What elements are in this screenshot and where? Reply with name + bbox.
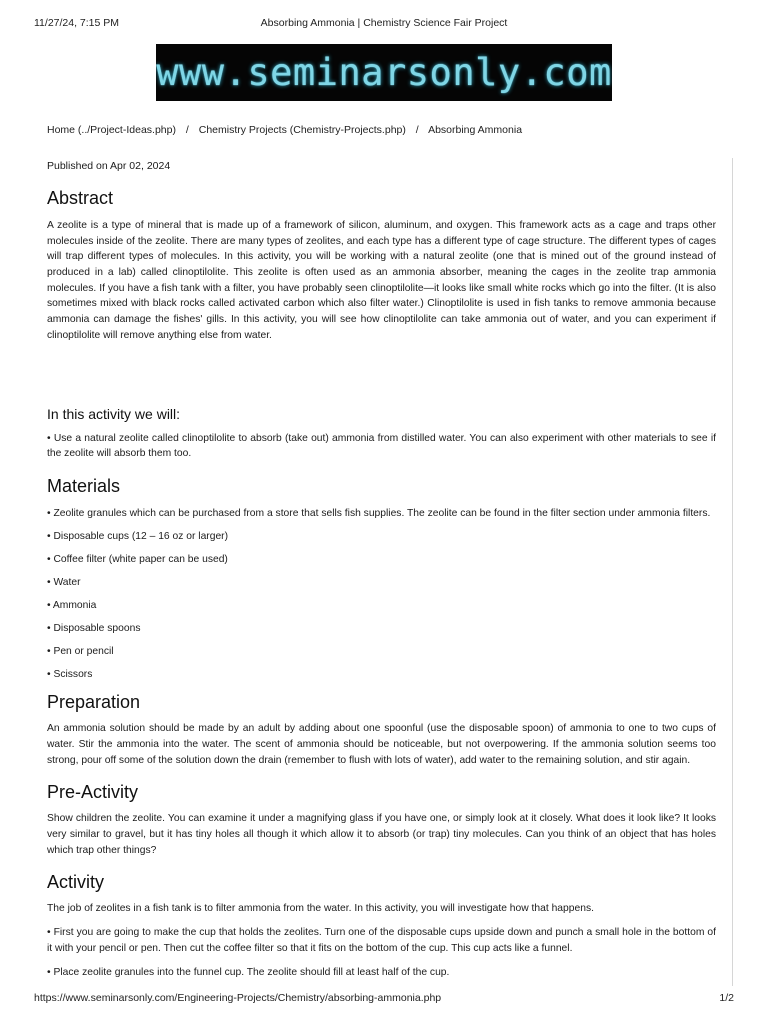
list-item: • Coffee filter (white paper can be used) [47,553,228,565]
print-date: 11/27/24, 7:15 PM [34,17,120,29]
breadcrumb-separator: / [185,124,189,136]
page-number: 1/2 [719,992,734,1004]
materials-heading: Materials [47,475,121,496]
breadcrumb-current-page: Absorbing Ammonia [428,124,523,136]
breadcrumb-chemistry-link[interactable]: Chemistry Projects (Chemistry-Projects.php) [198,124,406,136]
article-content [47,160,716,980]
pre-activity-heading: Pre-Activity [47,781,139,802]
list-item: • Pen or pencil [47,645,114,657]
activity-intro: The job of zeolites in a fish tank is to filter ammonia from the water. In this activity, you will investigate how that happens. [47,903,594,915]
breadcrumb-home-link[interactable]: Home (../Project-Ideas.php) [47,124,176,136]
list-item: • Disposable spoons [47,622,141,634]
list-item: • Ammonia [47,599,97,611]
pre-activity-body: Show children the zeolite. You can examine it under a magnifying glass if you have one, or simply look at it closely. What does it look like? It looks very similar to gravel, but it has tiny holes all though it which allow it to absorb (or trap) tiny molecules. Can you think of an object that has holes which trap other things? [47,813,716,856]
site-banner-logo[interactable] [156,44,612,101]
list-item: • Zeolite granules which can be purchased from a store that sells fish supplies. The zeolite can be found in the filter section under ammonia filters. [47,507,711,519]
materials-list [47,506,716,683]
banner-text: www.seminarsonly.com [156,51,612,94]
list-item: • Disposable cups (12 – 16 oz or larger) [47,530,229,542]
activity-goal-heading: In this activity we will: [47,405,181,422]
activity-goal-body: • Use a natural zeolite called clinoptilolite to absorb (take out) ammonia from distilled water. You can also experiment with other materials to see if the zeolite will absorb them too. [47,432,716,460]
breadcrumb [47,124,522,136]
abstract-body: A zeolite is a type of mineral that is made up of a framework of silicon, aluminum, and oxygen. This framework acts as a cage and traps other molecules inside of the zeolite. There are many types of zeolites, and each type has a different type of cage structure. The different types of cages will trap different types of molecules. In this activity, you will be working with a natural zeolite (one that is mined out of the ground instead of produced in a lab) called clinoptilolite. This zeolite is often used as an ammonia absorber, meaning the cages in the zeolite trap ammonia molecules. If you have a fish tank with a filter, you have probably seen clinoptilolite—it looks like small white rocks which go into the filter. (It is also sometimes mixed with black rocks called activated carbon which also filter water.) Clinoptilolite is used in fish tanks to remove ammonia because ammonia can damage the fishes' gills. In this activity, you will see how clinoptilolite can take ammonia out of water, and you can experiment if clinoptilolite will remove anything else from water. [47,219,716,341]
breadcrumb-separator: / [415,124,419,136]
activity-step: • First you are going to make the cup that holds the zeolites. Turn one of the disposable cups upside down and punch a small hole in the bottom of it with your pencil or pen. Then cut the coffee filter so that it fits on the bottom of the cup. This cup acts like a funnel. [47,927,716,954]
sidebar-divider [732,158,733,986]
abstract-heading: Abstract [47,188,114,208]
list-item: • Water [47,576,81,588]
page-url: https://www.seminarsonly.com/Engineering-Projects/Chemistry/absorbing-ammonia.php [34,992,442,1004]
list-item: • Scissors [47,668,93,680]
print-page-title: Absorbing Ammonia | Chemistry Science Fair Project [260,17,508,29]
preparation-body: An ammonia solution should be made by an adult by adding about one spoonful (use the disposable spoon) of ammonia to one to two cups of water. Stir the ammonia into the water. The scent of ammonia should be noticeable, but not overpowering. If the ammonia solution seems too strong, pour off some of the solution down the drain (remember to flush with lots of water), add water to the remaining solution, and stir again. [47,723,716,766]
published-date: Published on Apr 02, 2024 [47,160,171,172]
activity-heading: Activity [47,871,105,892]
preparation-heading: Preparation [47,691,141,712]
activity-step: • Place zeolite granules into the funnel cup. The zeolite should fill at least half of the cup. [47,966,450,978]
